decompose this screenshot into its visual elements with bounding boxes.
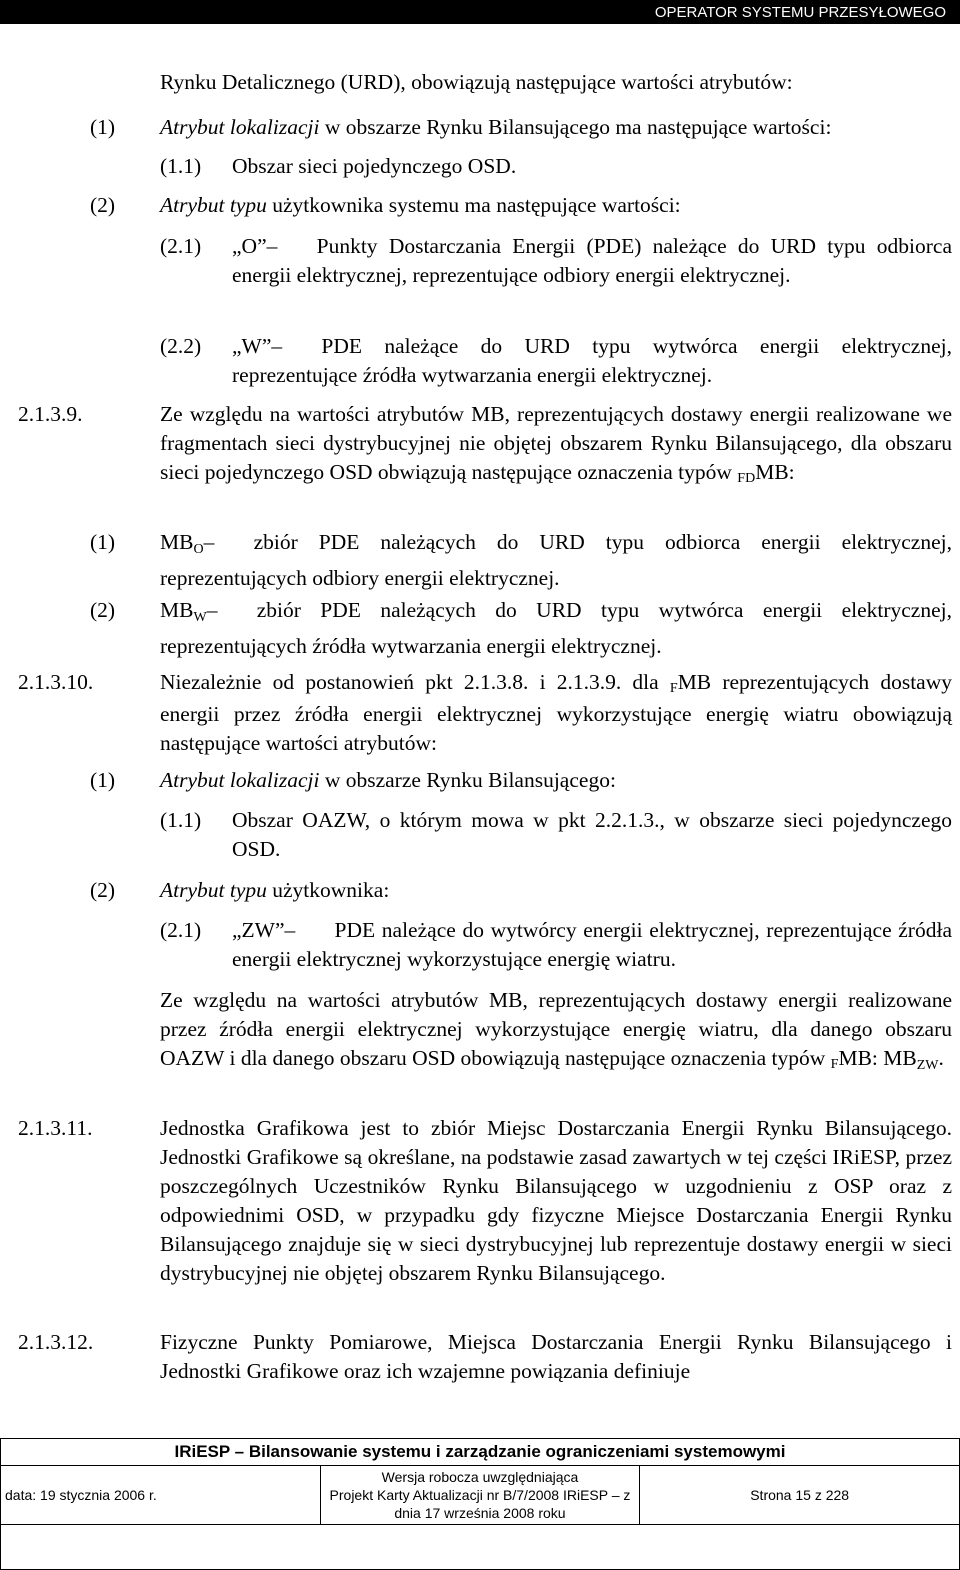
subitem-label: (2.2) bbox=[160, 334, 202, 358]
section-paragraph bbox=[160, 400, 952, 490]
paragraph-text: MB: MB bbox=[838, 1046, 917, 1070]
attribute-name: Atrybut lokalizacji bbox=[160, 115, 320, 139]
section-paragraph: Fizyczne Punkty Pomiarowe, Miejsca Dostarczania Energii Rynku Bilansującego i Jednostki Grafikowe oraz ich wzajemne powiązania definiuje bbox=[160, 1330, 952, 1383]
subitem-text: Obszar OAZW, o którym mowa w pkt 2.2.1.3., w obszarze sieci pojedynczego OSD. bbox=[232, 808, 952, 861]
subscript: F bbox=[669, 681, 678, 696]
subscript: ZW bbox=[916, 1058, 939, 1073]
item-text bbox=[160, 528, 952, 593]
code-ZW: „ZW” bbox=[232, 918, 285, 942]
footer-page-number: Strona 15 z 228 bbox=[640, 1466, 960, 1525]
attribute-rest: w obszarze Rynku Bilansującego ma następujące wartości: bbox=[319, 115, 832, 139]
footer-date: data: 19 stycznia 2006 r. bbox=[1, 1466, 321, 1525]
definition: zbiór PDE należących do URD typu odbiorca energii elektrycznej, reprezentujących odbiory energii elektrycznej. bbox=[160, 530, 952, 590]
code-W: „W” bbox=[232, 334, 272, 358]
paragraph-text: Ze względu na wartości atrybutów MB, reprezentujących dostawy energii realizowane przez źródła energii elektrycznej wykorzystujące energię wiatru, dla danego obszaru OAZW i dla danego obszaru OSD obowiązują następujące oznaczenia typów bbox=[160, 988, 952, 1070]
page-footer bbox=[0, 1438, 960, 1570]
section-number: 2.1.3.11. bbox=[18, 1116, 93, 1140]
code-O: „O” bbox=[232, 234, 267, 258]
footer-version-line: Projekt Karty Aktualizacji nr B/7/2008 IRiESP – z dnia 17 września 2008 roku bbox=[329, 1487, 631, 1521]
dash: – bbox=[266, 234, 278, 258]
subitem-text bbox=[232, 232, 952, 290]
item-label: (2) bbox=[90, 193, 116, 217]
section-number: 2.1.3.9. bbox=[18, 402, 83, 426]
zw-paragraph bbox=[160, 986, 952, 1080]
paragraph-text: MB reprezentujących dostawy energii przez źródła energii elektrycznej wykorzystujące energię wiatru obowiązują następujące wartości atrybutów: bbox=[160, 670, 953, 755]
attribute-rest: użytkownika: bbox=[266, 878, 390, 902]
dash: – bbox=[271, 334, 283, 358]
section-paragraph bbox=[160, 668, 952, 758]
attribute-type-line bbox=[160, 191, 952, 220]
item-label: (1) bbox=[90, 115, 116, 139]
definition: PDE należące do wytwórcy energii elektrycznej, reprezentujące źródła energii elektrycznej wykorzystujące energię wiatru. bbox=[232, 918, 952, 971]
item-label: (1) bbox=[90, 530, 116, 554]
mb-symbol: MB bbox=[160, 598, 194, 622]
item-label: (1) bbox=[90, 768, 116, 792]
definition: zbiór PDE należących do URD typu wytwórca energii elektrycznej, reprezentujących źródła wytwarzania energii elektrycznej. bbox=[160, 598, 952, 658]
subitem-text bbox=[232, 916, 952, 974]
dash: – bbox=[284, 918, 296, 942]
definition: Punkty Dostarczania Energii (PDE) należące do URD typu odbiorca energii elektrycznej, reprezentujące odbiory energii elektrycznej. bbox=[232, 234, 952, 287]
item-text bbox=[160, 596, 952, 661]
attribute-rest: w obszarze Rynku Bilansującego: bbox=[319, 768, 616, 792]
dash: – bbox=[206, 598, 218, 622]
footer-version-line: Wersja robocza uwzględniająca bbox=[381, 1469, 579, 1485]
subscript: W bbox=[193, 610, 207, 625]
subscript: FD bbox=[737, 471, 756, 486]
subitem-label: (1.1) bbox=[160, 808, 202, 832]
subitem-text bbox=[232, 332, 952, 390]
section-number: 2.1.3.10. bbox=[18, 670, 94, 694]
paragraph-text: Niezależnie od postanowień pkt 2.1.3.8. i 2.1.3.9. dla bbox=[160, 670, 670, 694]
footer-version bbox=[320, 1466, 640, 1525]
subitem-label: (1.1) bbox=[160, 154, 202, 178]
section-number: 2.1.3.12. bbox=[18, 1330, 94, 1354]
item-label: (2) bbox=[90, 878, 116, 902]
definition: PDE należące do URD typu wytwórca energii elektrycznej, reprezentujące źródła wytwarzania energii elektrycznej. bbox=[232, 334, 952, 387]
item-text bbox=[160, 766, 952, 795]
subitem-label: (2.1) bbox=[160, 234, 202, 258]
footer-title: IRiESP – Bilansowanie systemu i zarządzanie ograniczeniami systemowymi bbox=[1, 1439, 960, 1466]
attribute-name: Atrybut lokalizacji bbox=[160, 768, 320, 792]
item-text bbox=[160, 876, 952, 905]
dash: – bbox=[203, 530, 215, 554]
footer-blank-row bbox=[1, 1525, 960, 1570]
mb-symbol: MB bbox=[160, 530, 194, 554]
intro-line: Rynku Detalicznego (URD), obowiązują następujące wartości atrybutów: bbox=[160, 70, 793, 94]
attribute-rest: użytkownika systemu ma następujące wartości: bbox=[266, 193, 681, 217]
subscript: O bbox=[193, 542, 204, 557]
subitem-label: (2.1) bbox=[160, 918, 202, 942]
item-label: (2) bbox=[90, 598, 116, 622]
attribute-name: Atrybut typu bbox=[160, 193, 267, 217]
paragraph-text: . bbox=[938, 1046, 944, 1070]
paragraph-text: Ze względu na wartości atrybutów MB, reprezentujących dostawy energii realizowane we fragmentach sieci dystrybucyjnej nie objętej obszarem Rynku Bilansującego, dla obszaru sieci pojedynczego OSD obwiązują następujące oznaczenia typów bbox=[160, 402, 952, 484]
paragraph-text: MB: bbox=[755, 460, 795, 484]
attribute-name: Atrybut typu bbox=[160, 878, 267, 902]
attribute-location-line bbox=[160, 113, 952, 142]
subscript: F bbox=[830, 1057, 839, 1072]
subitem-text: Obszar sieci pojedynczego OSD. bbox=[232, 154, 517, 178]
section-paragraph: Jednostka Grafikowa jest to zbiór Miejsc Dostarczania Energii Rynku Bilansującego. Jednostki Grafikowe są określane, na podstawie zasad zawartych w tej części IRiESP, przez poszczególnych Uczestników Rynku Bilansującego w uzgodnieniu z OSP oraz z odpowiednimi OSD, w przypadku gdy fizyczne Miejsce Dostarczania Energii Rynku Bilansującego znajduje się w sieci dystrybucyjnej lub reprezentuje dostawy energii w sieci dystrybucyjnej nie objętej obszarem Rynku Bilansującego. bbox=[160, 1116, 952, 1285]
header-title: OPERATOR SYSTEMU PRZESYŁOWEGO bbox=[654, 3, 946, 21]
